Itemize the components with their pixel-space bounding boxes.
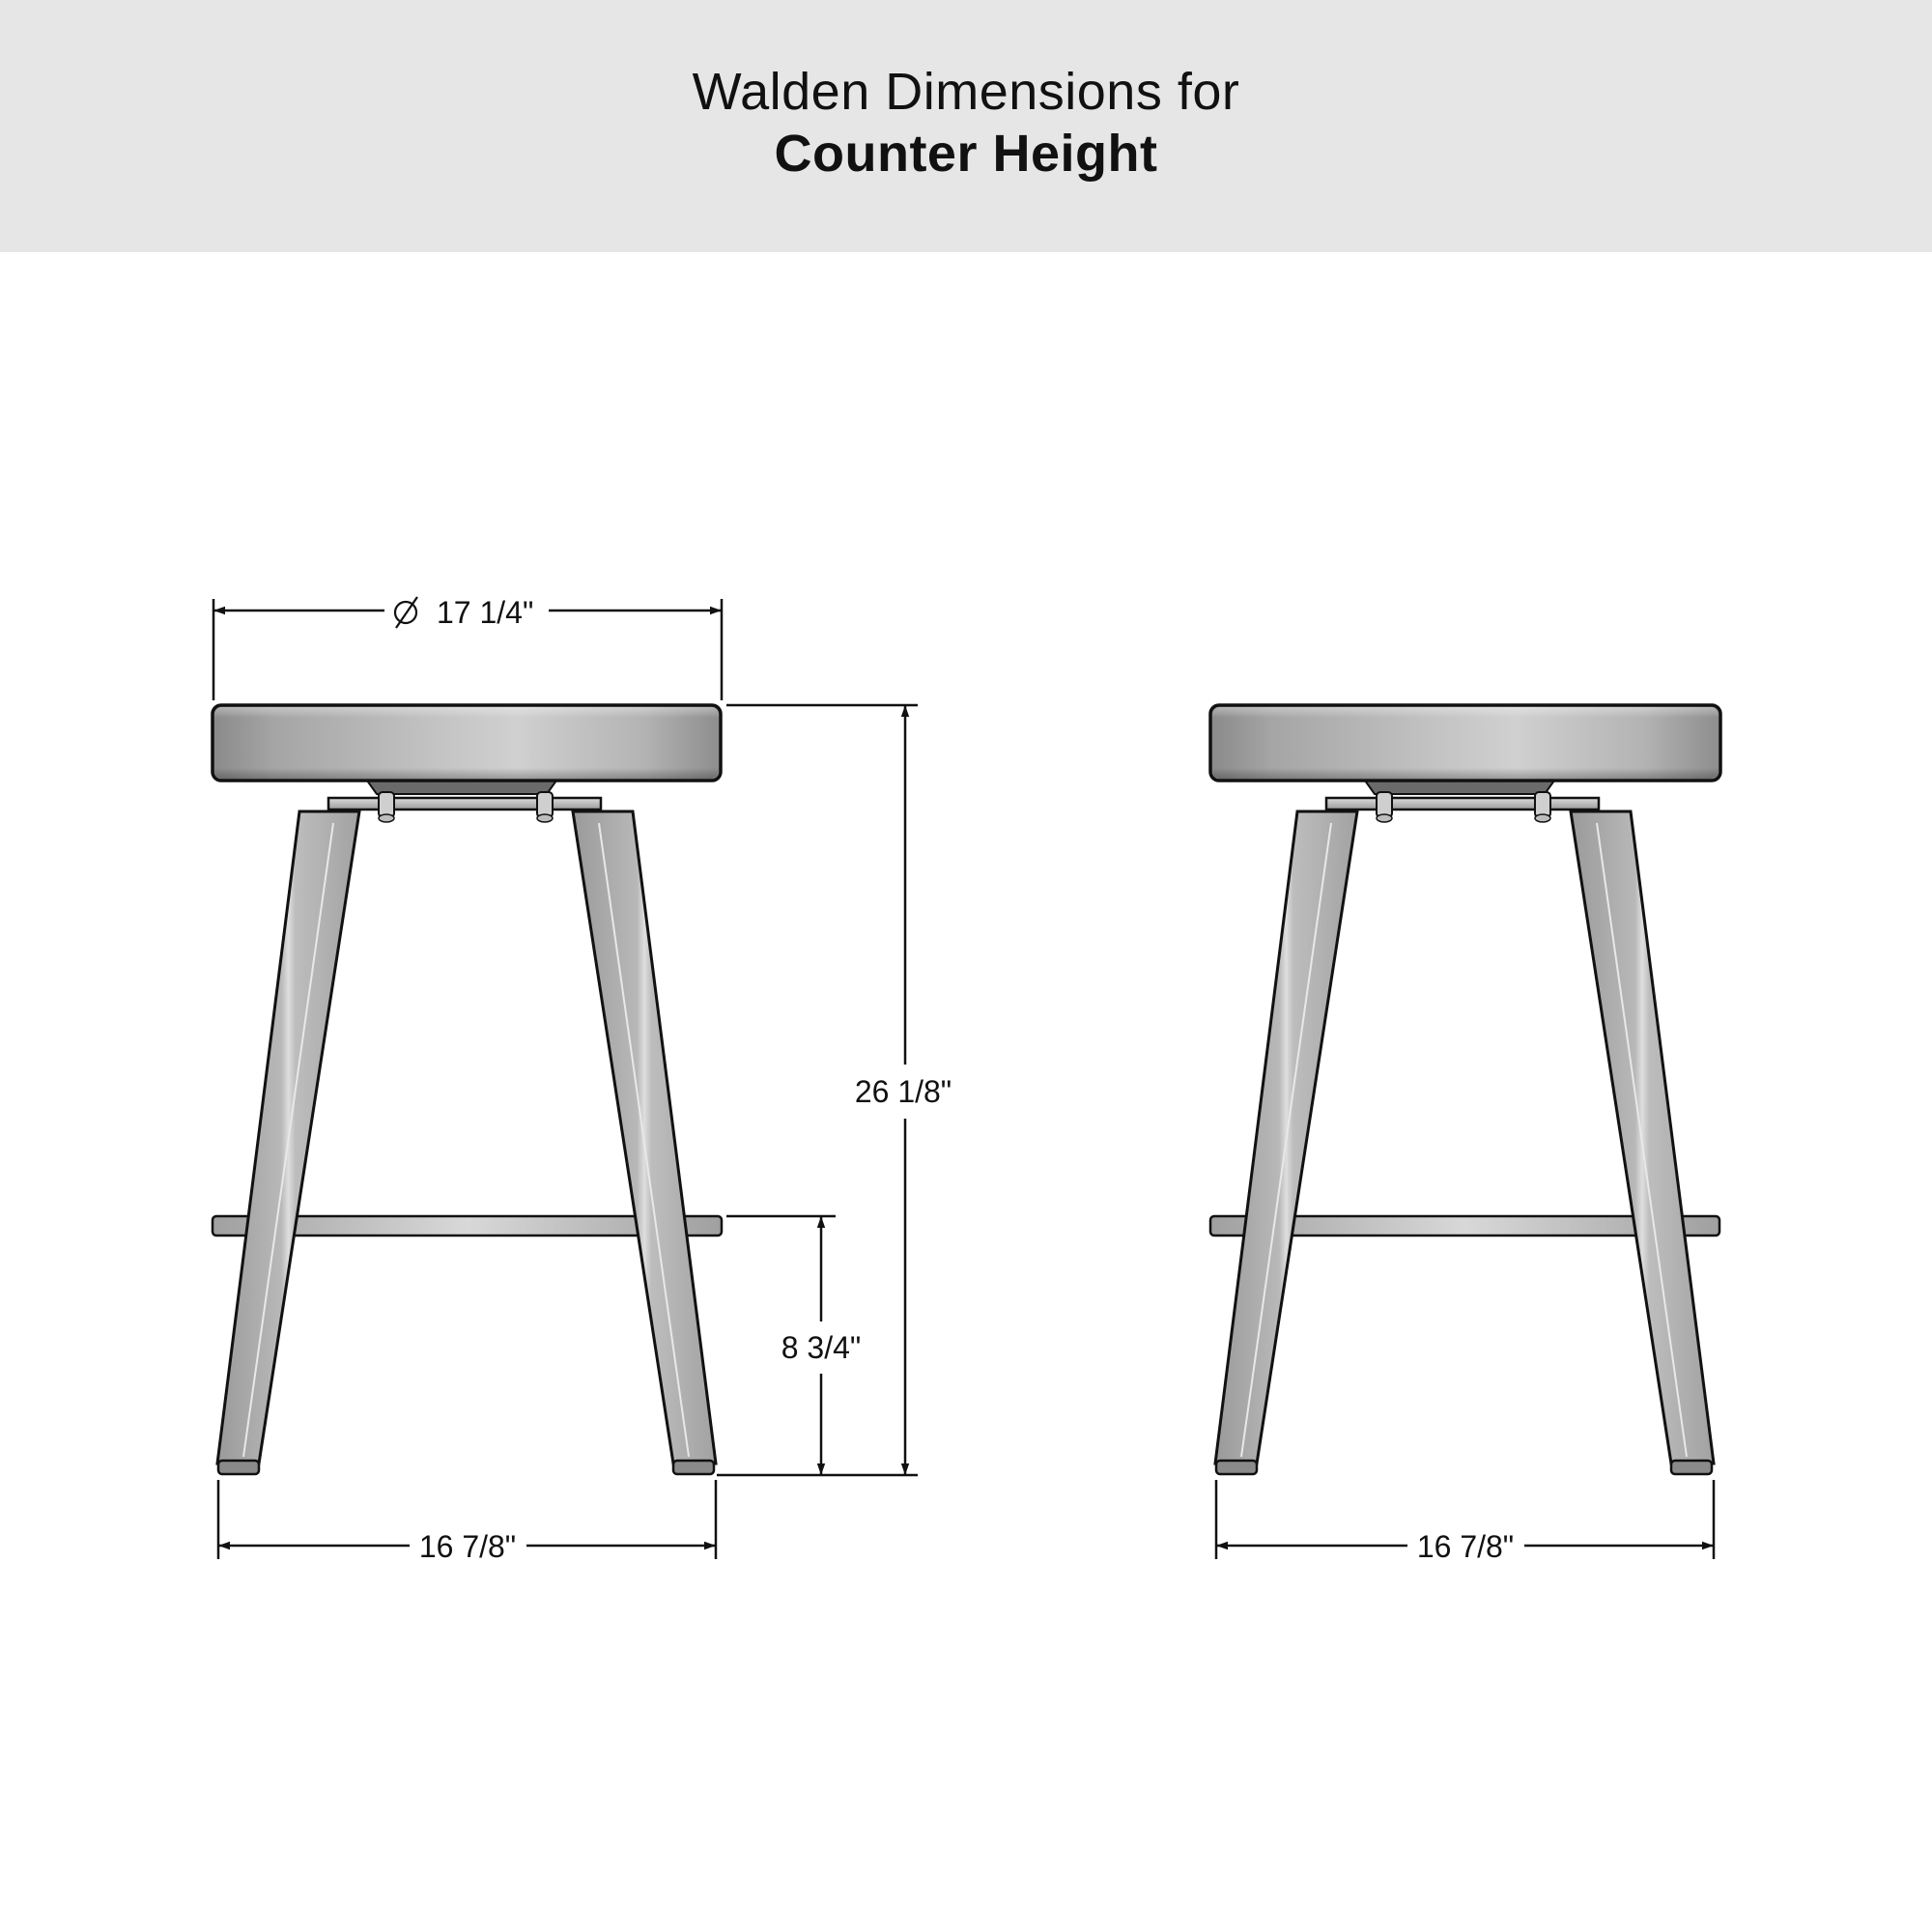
front-seat — [213, 705, 721, 781]
side-view-stool — [1210, 705, 1720, 1474]
front-right-leg — [573, 811, 716, 1474]
side-base-width-label: 16 7/8" — [1416, 1529, 1515, 1564]
title-line-1: Walden Dimensions for — [692, 63, 1240, 121]
overall-height-label: 26 1/8" — [854, 1074, 952, 1109]
title-line-2: Counter Height — [774, 125, 1158, 183]
front-base-width-label: 16 7/8" — [418, 1529, 517, 1564]
diameter-symbol-icon — [395, 597, 417, 628]
seat-diameter-label: 17 1/4" — [437, 595, 534, 630]
side-swivel-mechanism — [1326, 781, 1599, 822]
front-left-leg — [217, 811, 359, 1474]
side-right-leg — [1571, 811, 1714, 1474]
front-swivel-mechanism — [328, 781, 601, 822]
footrest-height-label: 8 3/4" — [781, 1330, 862, 1365]
side-left-leg — [1215, 811, 1357, 1474]
front-view-stool — [213, 705, 722, 1474]
side-seat — [1210, 705, 1720, 781]
